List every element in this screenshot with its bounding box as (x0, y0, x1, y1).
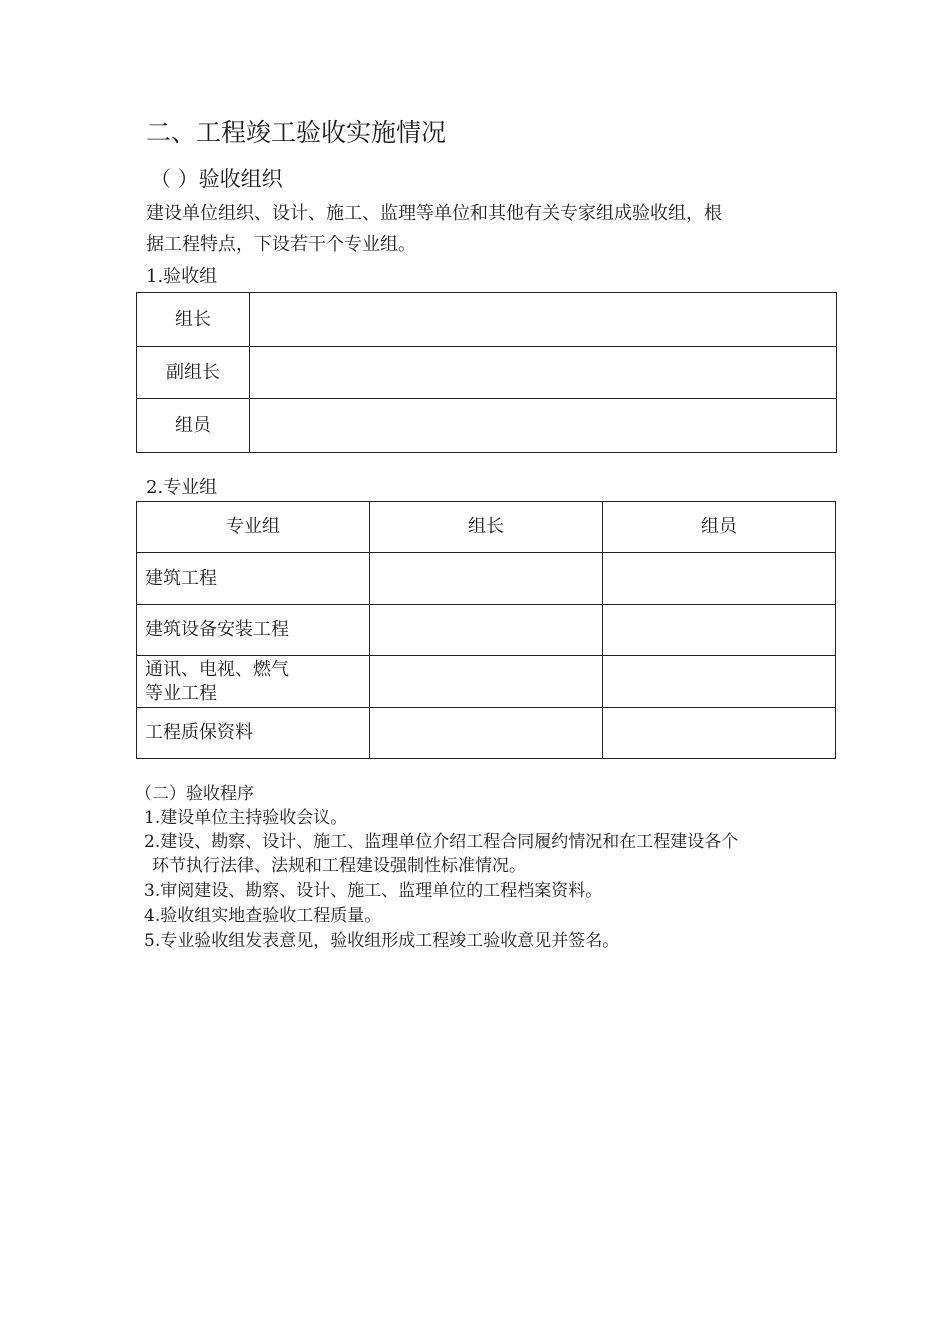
procedure-step: 5.专业验收组发表意见，验收组形成工程竣工验收意见并签名。 (144, 931, 620, 951)
leader-cell[interactable] (370, 553, 603, 605)
specialty-name-cell: 工程质保资料 (137, 708, 370, 759)
name-cell[interactable] (250, 293, 837, 347)
role-cell: 组长 (137, 293, 250, 347)
paragraph-line-2: 据工程特点，下设若干个专业组。 (146, 234, 416, 255)
column-header: 组员 (603, 502, 836, 553)
procedure-step: 2.建设、勘察、设计、施工、监理单位介绍工程合同履约情况和在工程建设各个 (144, 832, 739, 852)
column-header: 专业组 (137, 502, 370, 553)
leader-cell[interactable] (370, 656, 603, 708)
organization-paragraph (146, 198, 826, 260)
procedure-step-continuation: 环节执行法律、法规和工程建设强制性标准情况。 (152, 856, 526, 876)
table-row (137, 293, 837, 347)
specialty-name-cell: 建筑设备安装工程 (137, 605, 370, 656)
procedure-step: 3.审阅建设、勘察、设计、施工、监理单位的工程档案资料。 (144, 881, 603, 901)
members-cell[interactable] (603, 656, 836, 708)
specialty-group-table (136, 501, 836, 759)
table-row (137, 553, 836, 605)
acceptance-group-table (136, 292, 837, 453)
procedure-step: 1.建设单位主持验收会议。 (144, 808, 348, 828)
table-row (137, 347, 837, 399)
section-title-procedure: （二）验收程序 (135, 784, 254, 804)
specialty-name-line: 等业工程 (145, 682, 217, 704)
column-header: 组长 (370, 502, 603, 553)
table-row (137, 656, 836, 708)
procedure-step: 4.验收组实地查验收工程质量。 (144, 906, 382, 926)
table-row (137, 399, 837, 453)
role-cell: 副组长 (137, 347, 250, 399)
table-row (137, 708, 836, 759)
role-cell: 组员 (137, 399, 250, 453)
table-row (137, 605, 836, 656)
table-header-row (137, 502, 836, 553)
specialty-name-line: 通讯、电视、燃气 (145, 658, 289, 680)
specialty-group-label: 2.专业组 (146, 477, 218, 498)
leader-cell[interactable] (370, 708, 603, 759)
members-cell[interactable] (603, 605, 836, 656)
specialty-name-cell (137, 656, 370, 708)
acceptance-group-label: 1.验收组 (146, 266, 218, 287)
specialty-name-cell: 建筑工程 (137, 553, 370, 605)
page-heading: 二、工程竣工验收实施情况 (146, 118, 447, 147)
name-cell[interactable] (250, 347, 837, 399)
leader-cell[interactable] (370, 605, 603, 656)
name-cell[interactable] (250, 399, 837, 453)
paragraph-line-1: 建设单位组织、设计、施工、监理等单位和其他有关专家组成验收组，根 (146, 203, 722, 224)
section-title-organization: （ ）验收组织 (150, 167, 283, 191)
members-cell[interactable] (603, 708, 836, 759)
members-cell[interactable] (603, 553, 836, 605)
